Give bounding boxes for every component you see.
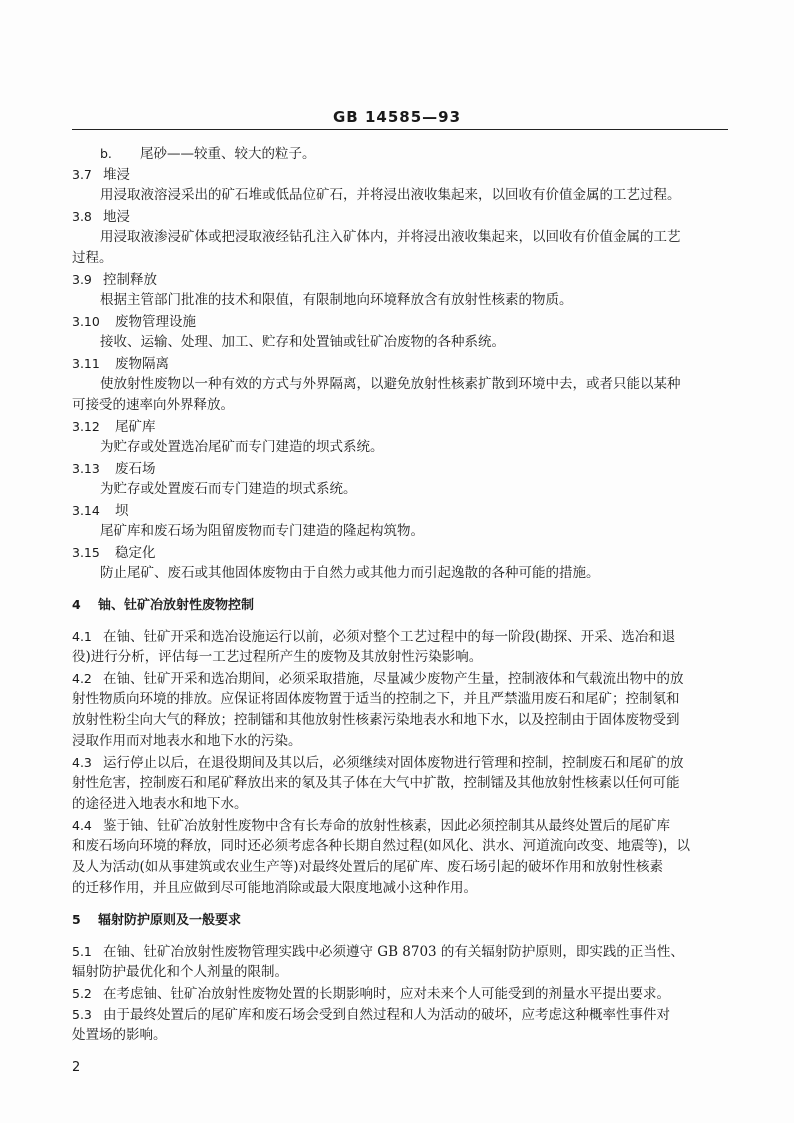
document-header-code: GB 14585—93 [332,108,462,126]
clause-number: 4.3 [72,755,92,770]
text-line [72,542,722,563]
line-text: 在铀、钍矿开采和选冶期间，必须采取措施，尽量减少废物产生量，控制液体和气载流出物中的放 [103,671,684,687]
line-text: 接收、运输、处理、加工、贮存和处置铀或钍矿冶废物的各种系统。 [100,334,505,350]
clause-number: 4.4 [72,818,92,833]
clause-number: 5.3 [72,1007,92,1022]
line-text: 可接受的速率向外界释放。 [72,397,234,413]
text-line [72,374,722,395]
line-text: 尾矿库和废石场为阻留废物而专门建造的隆起构筑物。 [100,523,424,539]
line-text: 射性物质向环境的排放。应保证将固体废物置于适当的控制之下，并且严禁滥用废石和尾矿；控制氡和 [72,691,680,707]
text-line [72,290,722,311]
line-text: 和废石场向环境的释放，同时还必须考虑各种长期自然过程(如风化、洪水、河道流向改变、地震等)，以 [72,838,691,854]
line-text: 辐射防护最优化和个人剂量的限制。 [72,964,288,980]
line-text: 铀、钍矿冶放射性废物控制 [98,598,255,613]
line-text: 过程。 [72,250,113,266]
clause-number: 3.15 [72,545,100,560]
text-line [72,353,722,374]
text-line [72,710,722,731]
clause-number: 5 [72,912,81,927]
text-line [72,752,722,773]
text-line [72,395,722,416]
line-text: 稳定化 [115,545,156,561]
text-line [72,836,722,857]
text-line [72,857,722,878]
line-text: 在铀、钍矿开采和选冶设施运行以前，必须对整个工艺过程中的每一阶段(勘探、开采、选冶和退 [103,629,676,645]
text-line [72,815,722,836]
clause-number: 4.2 [72,671,92,686]
clause-number: 3.11 [72,356,100,371]
document-body [72,143,722,1046]
clause-number: 4 [72,597,81,612]
line-text: 的迁移作用，并且应做到尽可能地消除或最大限度地减小这种作用。 [72,880,477,896]
text-line [72,416,722,437]
line-text: 及人为活动(如从事建筑或农业生产等)对最终处置后的尾矿库、废石场引起的破坏作用和放射性核素 [72,859,664,875]
text-line [72,269,722,290]
text-line [72,983,722,1004]
text-line [72,164,722,185]
line-text: 用浸取液溶浸采出的矿石堆或低品位矿石，并将浸出液收集起来，以回收有价值金属的工艺过程。 [100,187,681,203]
text-line [72,185,722,206]
clause-number: 3.10 [72,314,100,329]
text-line [72,500,722,521]
text-line [72,332,722,353]
text-line [72,143,722,164]
text-line [72,458,722,479]
clause-number: 3.8 [72,209,92,224]
clause-number: 4.1 [72,629,92,644]
clause-number: 3.9 [72,272,92,287]
section-heading [72,899,722,941]
line-text: 堆浸 [103,167,130,183]
line-text: 尾砂——较重、较大的粒子。 [140,146,316,162]
clause-number: b. [100,146,112,161]
line-text: 辐射防护原则及一般要求 [98,913,242,928]
line-text: 射性危害，控制废石和尾矿释放出来的氡及其子体在大气中扩散，控制镭及其他放射性核素以任何可能 [72,775,680,791]
text-line [72,794,722,815]
line-text: 在铀、钍矿冶放射性废物管理实践中必须遵守 GB 8703 的有关辐射防护原则，即实践的正当性、 [103,944,684,960]
text-line [72,437,722,458]
line-text: 控制释放 [103,272,157,288]
text-line [72,626,722,647]
text-line [72,962,722,983]
text-line [72,689,722,710]
clause-number: 3.12 [72,419,100,434]
text-line [72,563,722,584]
line-text: 运行停止以后，在退役期间及其以后，必须继续对固体废物进行管理和控制，控制废石和尾矿的放 [103,755,684,771]
page-number: 2 [72,1060,81,1075]
line-text: 根据主管部门批准的技术和限值，有限制地向环境释放含有放射性核素的物质。 [100,292,573,308]
text-line [72,773,722,794]
line-text: 为贮存或处置废石而专门建造的坝式系统。 [100,481,357,497]
line-text: 在考虑铀、钍矿冶放射性废物处置的长期影响时，应对未来个人可能受到的剂量水平提出要求。 [103,986,670,1002]
line-text: 坝 [115,503,129,519]
line-text: 放射性粉尘向大气的释放；控制镭和其他放射性核素污染地表水和地下水，以及控制由于固体废物受到 [72,712,680,728]
line-text: 的途径进入地表水和地下水。 [72,796,248,812]
clause-number: 3.13 [72,461,100,476]
clause-number: 5.1 [72,944,92,959]
line-text: 为贮存或处置选冶尾矿而专门建造的坝式系统。 [100,439,384,455]
line-text: 鉴于铀、钍矿冶放射性废物中含有长寿命的放射性核素，因此必须控制其从最终处置后的尾矿库 [103,818,670,834]
line-text: 防止尾矿、废石或其他固体废物由于自然力或其他力而引起逸散的各种可能的措施。 [100,565,600,581]
line-text: 由于最终处置后的尾矿库和废石场会受到自然过程和人为活动的破坏，应考虑这种概率性事件对 [103,1007,670,1023]
section-heading [72,584,722,626]
text-line [72,668,722,689]
line-text: 地浸 [103,209,130,225]
text-line [72,206,722,227]
text-line [72,647,722,668]
line-text: 使放射性废物以一种有效的方式与外界隔离，以避免放射性核素扩散到环境中去，或者只能以某种 [100,376,681,392]
text-line [72,1025,722,1046]
text-line [72,227,722,248]
line-text: 废物隔离 [115,356,169,372]
text-line [72,941,722,962]
clause-number: 5.2 [72,986,92,1001]
line-text: 废物管理设施 [115,314,196,330]
clause-number: 3.7 [72,167,92,182]
text-line [72,1004,722,1025]
line-text: 役)进行分析，评估每一工艺过程所产生的废物及其放射性污染影响。 [72,649,483,665]
line-text: 处置场的影响。 [72,1027,167,1043]
line-text: 用浸取液渗浸矿体或把浸取液经钻孔注入矿体内，并将浸出液收集起来，以回收有价值金属的工艺 [100,229,681,245]
text-line [72,878,722,899]
clause-number: 3.14 [72,503,100,518]
header-rule [72,129,728,130]
text-line [72,521,722,542]
line-text: 尾矿库 [115,419,156,435]
text-line [72,248,722,269]
text-line [72,311,722,332]
line-text: 废石场 [115,461,156,477]
text-line [72,479,722,500]
line-text: 浸取作用而对地表水和地下水的污染。 [72,733,302,749]
text-line [72,731,722,752]
